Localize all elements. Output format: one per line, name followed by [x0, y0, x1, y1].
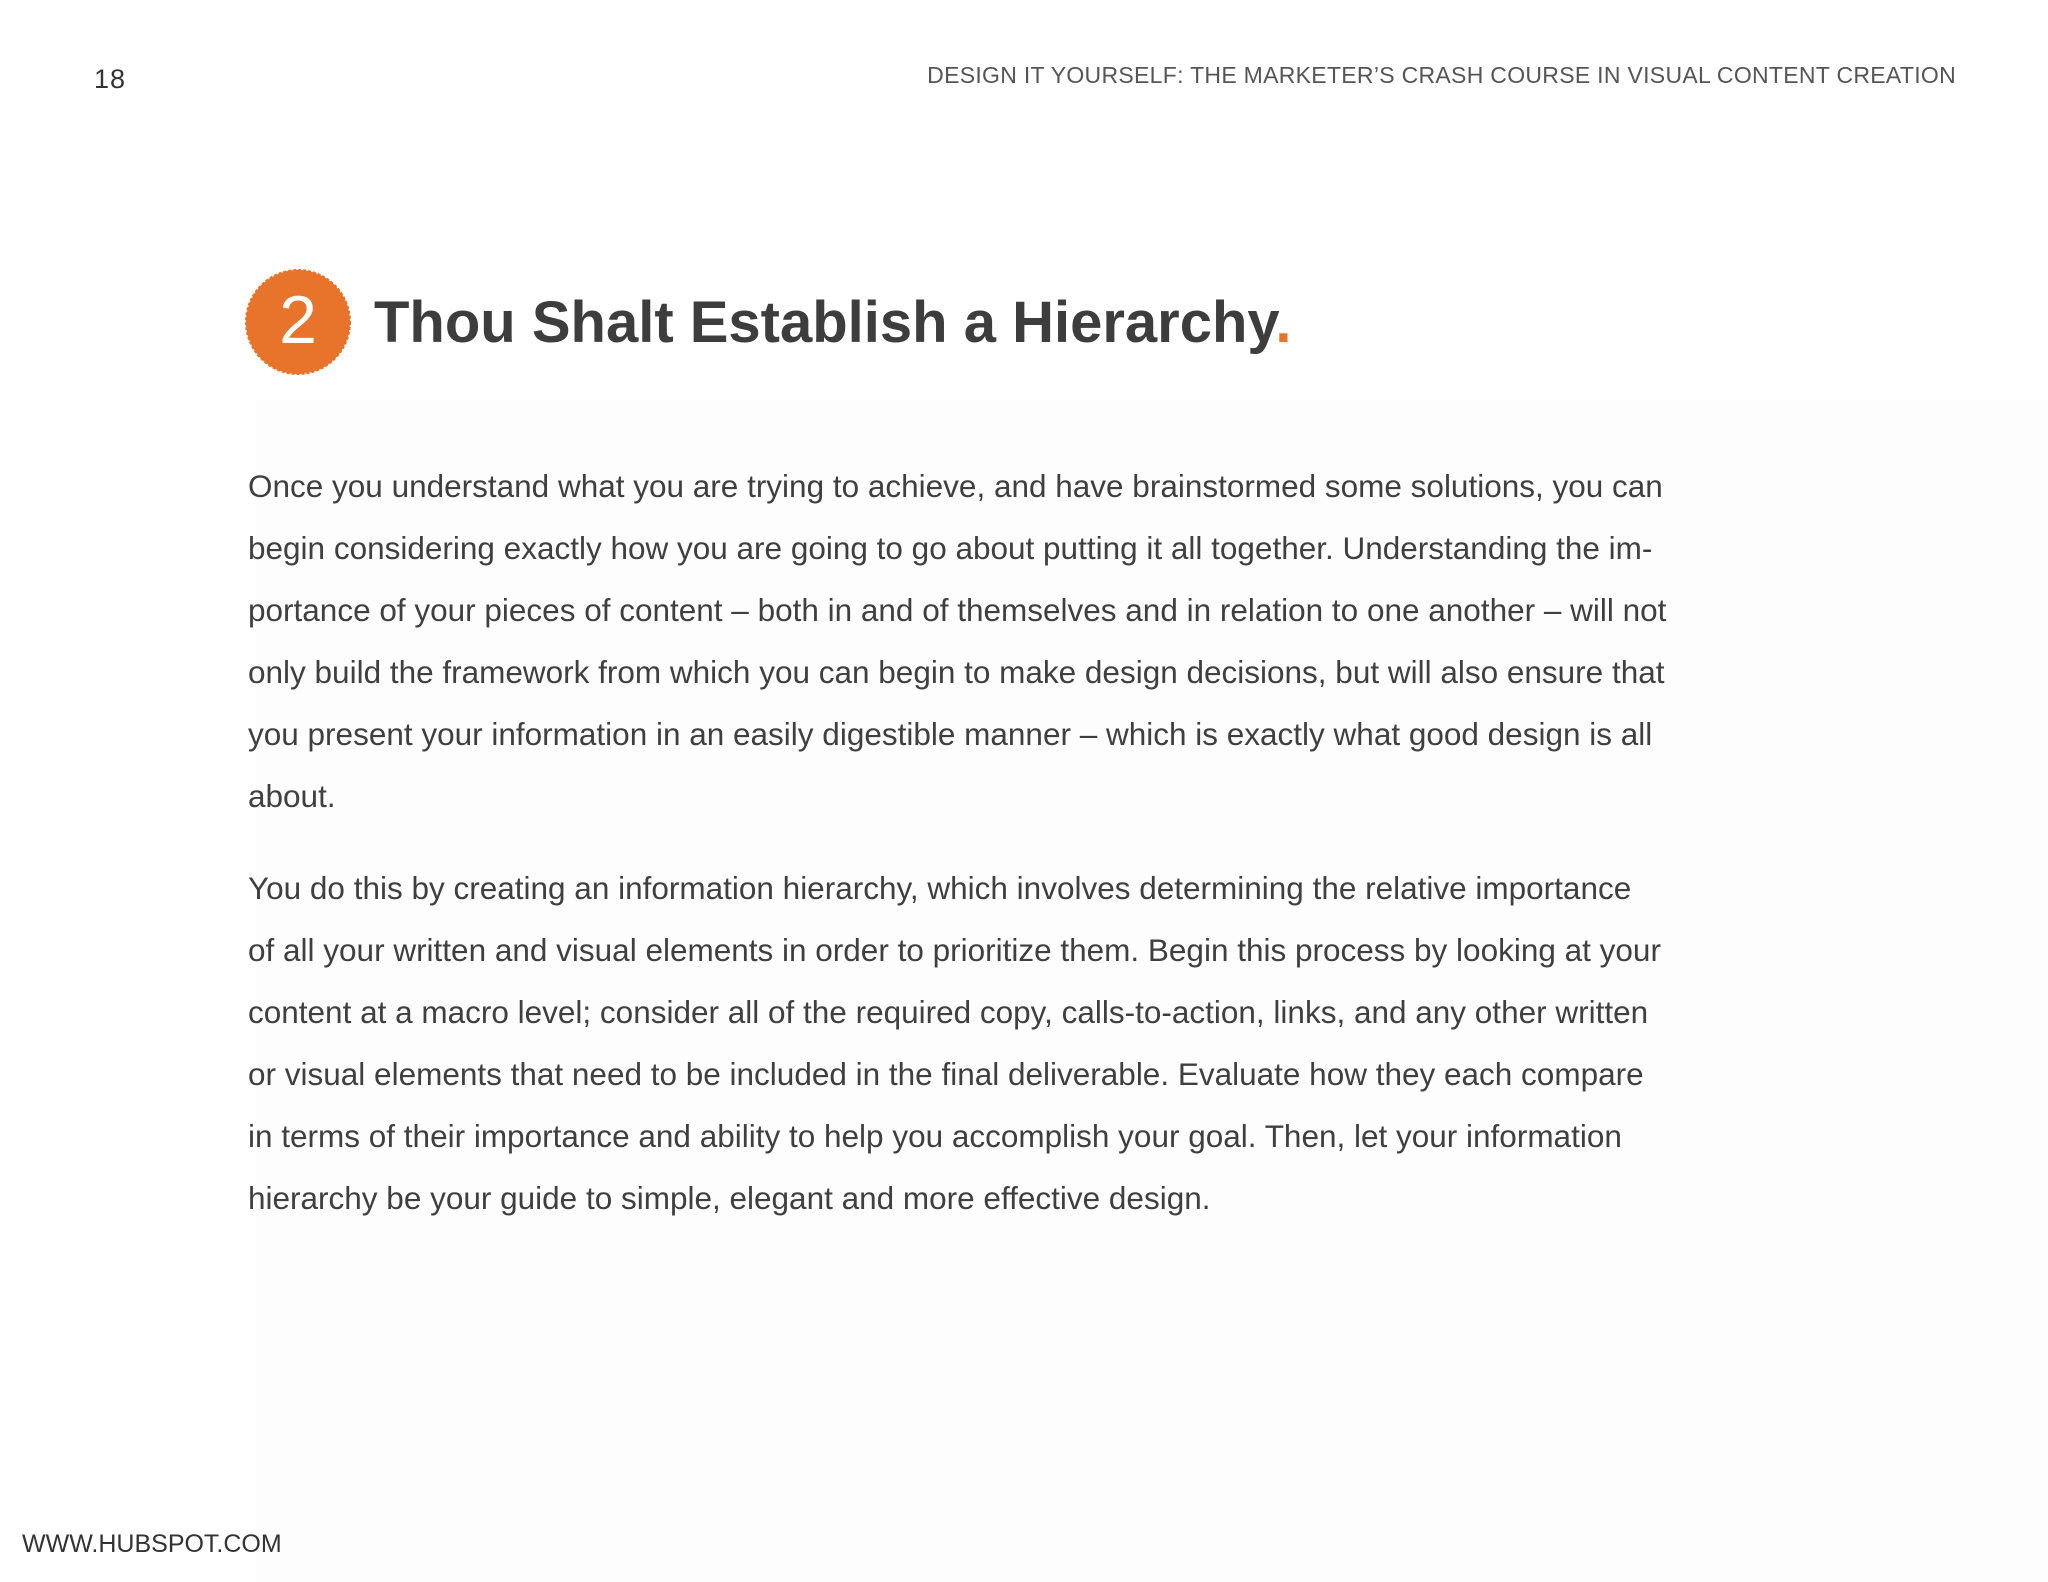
paragraph-line: in terms of their importance and ability to help you accomplish your goal. Then, let your information	[248, 1118, 1622, 1154]
paragraph-line: hierarchy be your guide to simple, elegant and more effective design.	[248, 1180, 1211, 1216]
paragraph-line: content at a macro level; consider all of the required copy, calls-to-action, links, and any other written	[248, 994, 1649, 1030]
paragraph-2	[248, 857, 1808, 1229]
body-text	[248, 455, 1808, 1259]
section-title	[374, 289, 1292, 356]
paragraph-line: Once you understand what you are trying to achieve, and have brainstormed some solutions, you can	[248, 468, 1663, 504]
paragraph-line: or visual elements that need to be included in the final deliverable. Evaluate how they each compare	[248, 1056, 1644, 1092]
paragraph-line: portance of your pieces of content – both in and of themselves and in relation to one another – will not	[248, 592, 1667, 628]
paragraph-line: you present your information in an easily digestible manner – which is exactly what good design is all	[248, 716, 1653, 752]
section-title-period: .	[1275, 289, 1292, 355]
section-title-text: Thou Shalt Establish a Hierarchy	[374, 289, 1276, 355]
paragraph-line: only build the framework from which you can begin to make design decisions, but will also ensure that	[248, 654, 1665, 690]
section-heading	[244, 268, 1292, 376]
paragraph-line: of all your written and visual elements in order to prioritize them. Begin this process by looking at your	[248, 932, 1661, 968]
footer-website-link[interactable]: WWW.HUBSPOT.COM	[22, 1530, 282, 1558]
paragraph-1	[248, 455, 1808, 827]
paragraph-line: about.	[248, 778, 336, 814]
section-number-badge	[244, 268, 352, 376]
running-header-title: DESIGN IT YOURSELF: THE MARKETER’S CRASH COURSE IN VISUAL CONTENT CREATION	[927, 62, 1956, 88]
page-number: 18	[94, 64, 127, 94]
paragraph-line: begin considering exactly how you are going to go about putting it all together. Understanding the im-	[248, 530, 1653, 566]
paragraph-line: You do this by creating an information hierarchy, which involves determining the relative importance	[248, 870, 1632, 906]
section-number: 2	[279, 282, 317, 358]
